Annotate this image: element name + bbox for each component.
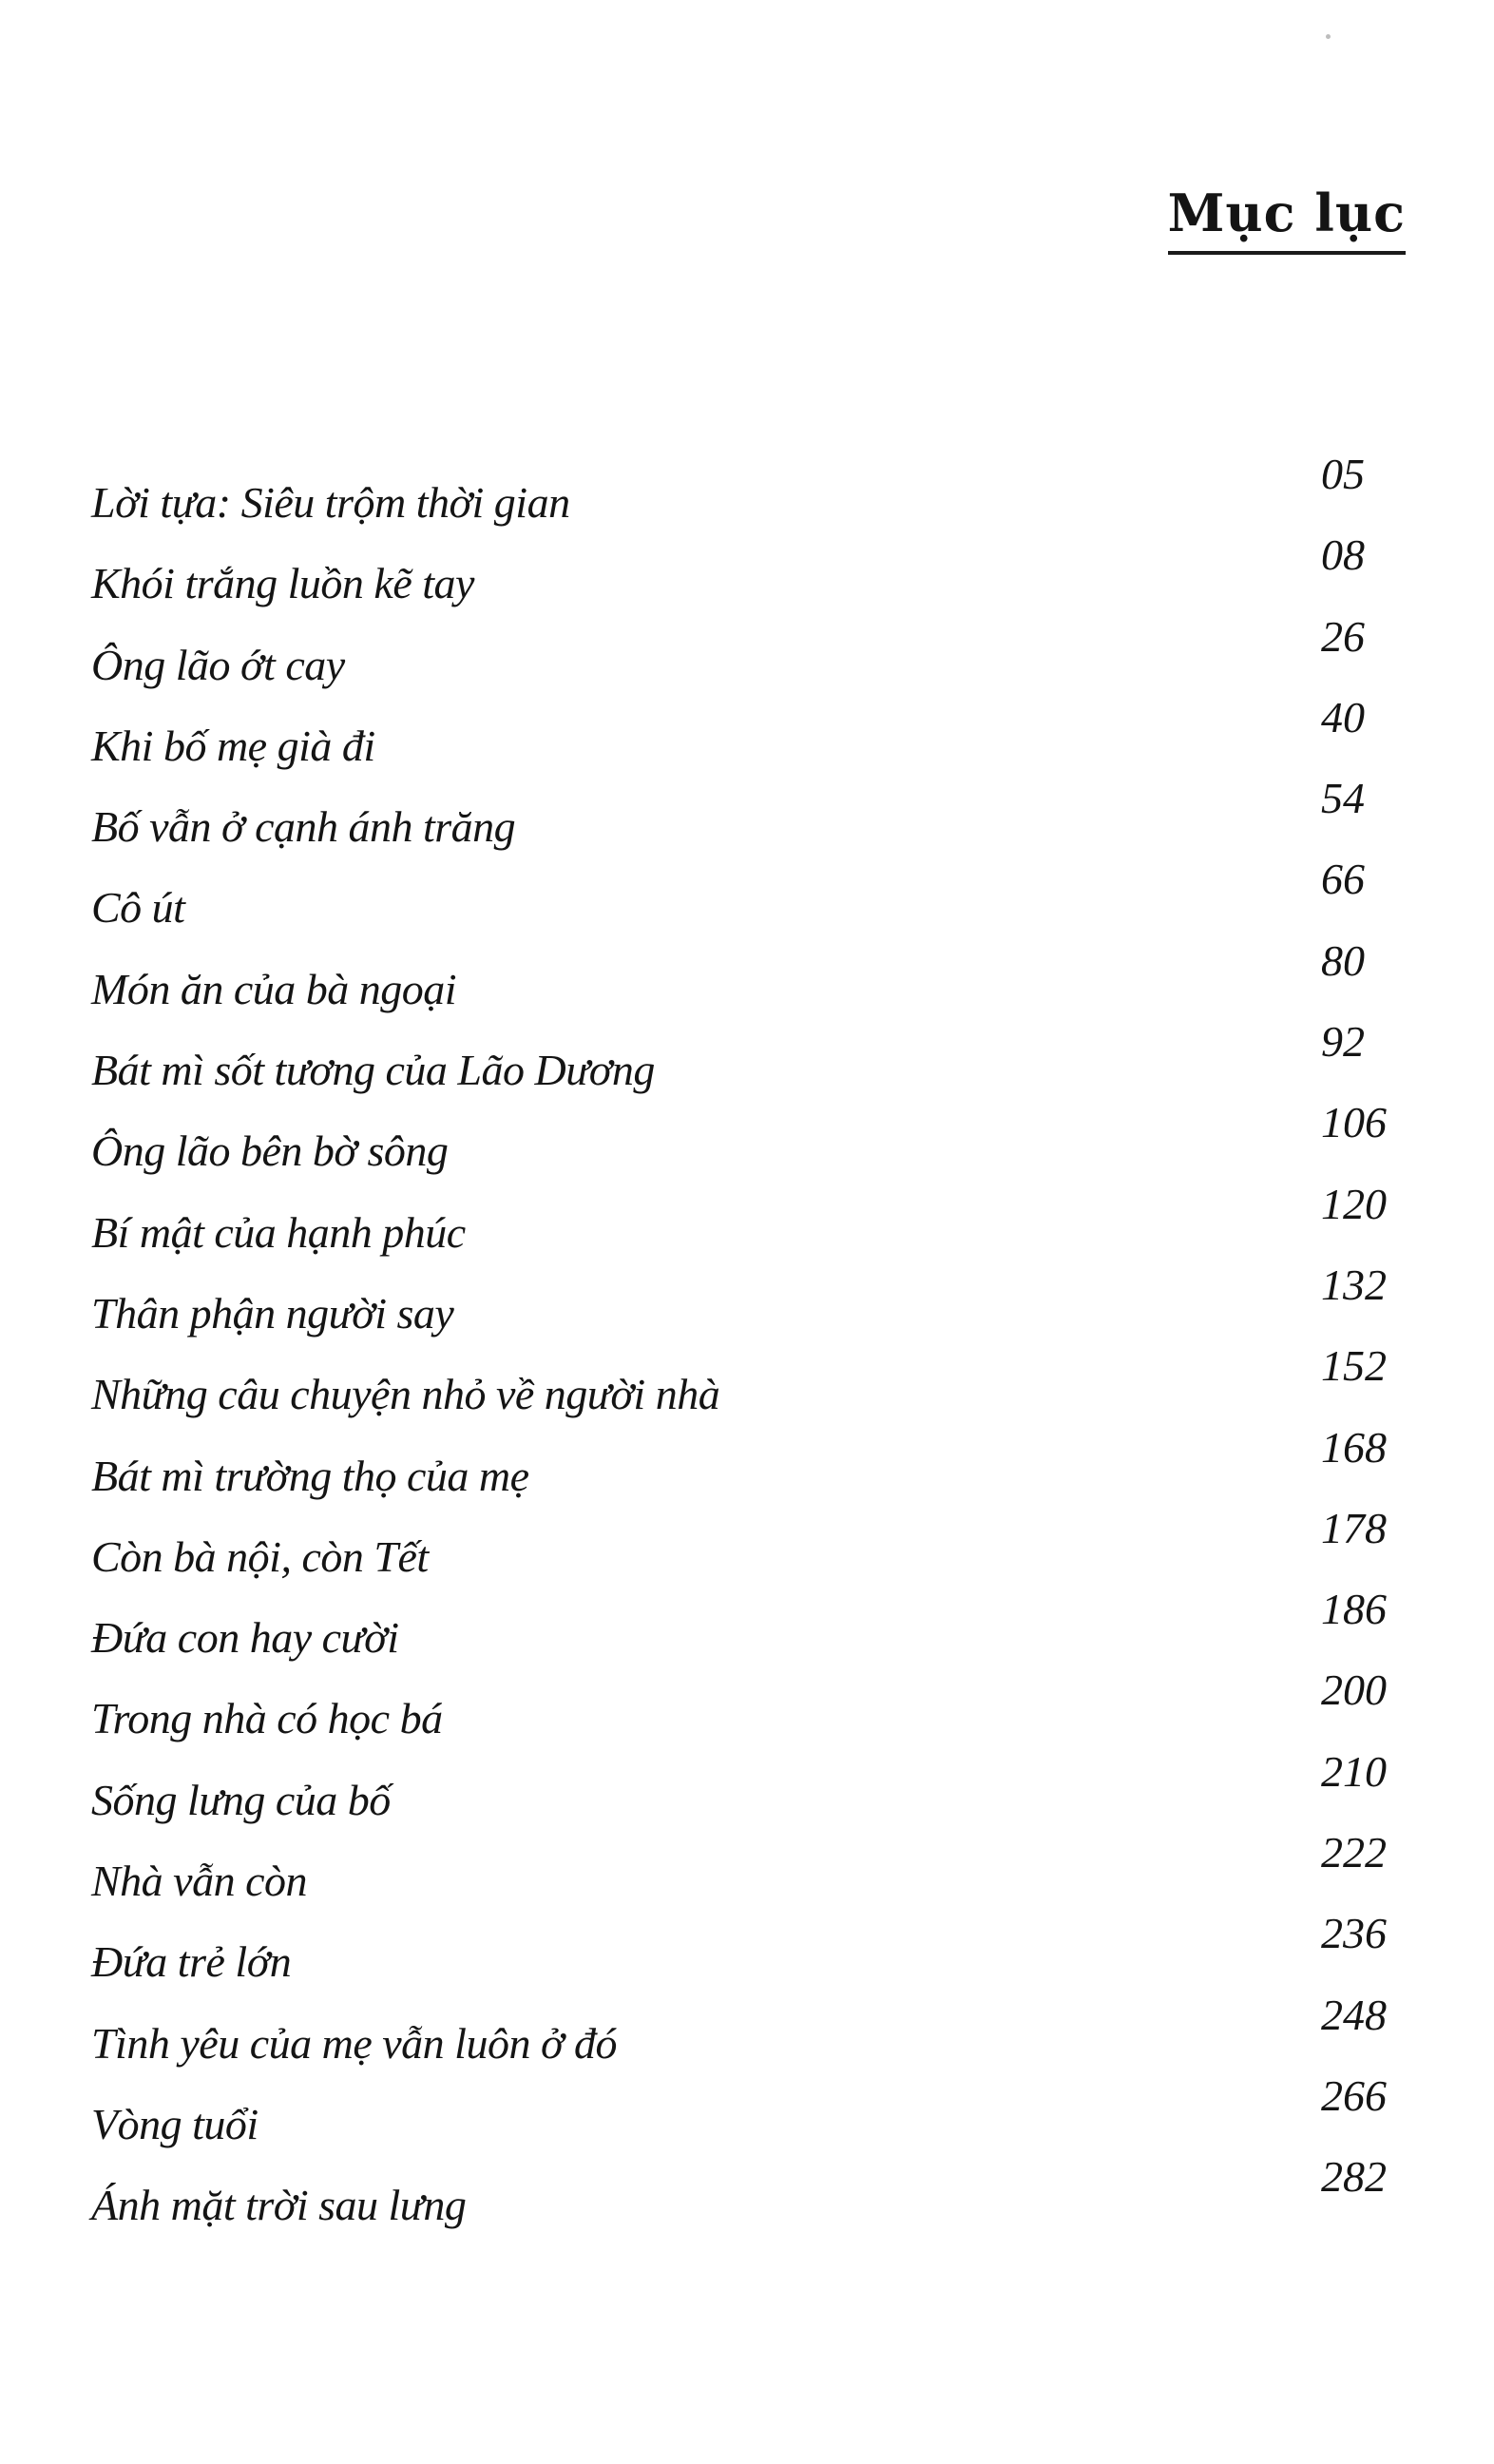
toc-entry-page-number: 54 [1321, 774, 1365, 823]
toc-entry-title: Vòng tuổi [91, 2099, 259, 2148]
toc-entry-title: Lời tựa: Siêu trộm thời gian [91, 478, 570, 527]
toc-entry [84, 2070, 1424, 2151]
toc-entry-title: Bát mì sốt tương của Lão Dương [91, 1046, 655, 1095]
toc-entry [84, 1503, 1424, 1584]
toc-entry-page-number: 132 [1321, 1260, 1387, 1309]
toc-entry-title: Ông lão ớt cay [91, 640, 345, 689]
toc-entry-page-number: 236 [1321, 1909, 1387, 1958]
toc-entry-page-number: 186 [1321, 1585, 1387, 1634]
toc-entry-page-number: 152 [1321, 1341, 1387, 1391]
print-speck [1326, 34, 1331, 39]
toc-entry [84, 529, 1424, 610]
table-of-contents [84, 449, 1424, 2233]
toc-entry-title: Sống lưng của bố [91, 1775, 391, 1824]
toc-entry-title: Nhà vẫn còn [91, 1857, 308, 1906]
toc-entry [84, 449, 1424, 529]
toc-entry [84, 1016, 1424, 1097]
toc-entry-title: Tình yêu của mẹ vẫn luôn ở đó [91, 2018, 617, 2068]
toc-entry-title: Những câu chuyện nhỏ về người nhà [91, 1370, 720, 1419]
toc-entry [84, 611, 1424, 692]
page-title: Mục lục [1168, 185, 1406, 255]
toc-entry [84, 1260, 1424, 1340]
toc-entry-title: Ông lão bên bờ sông [91, 1126, 449, 1176]
toc-entry-title: Bí mật của hạnh phúc [91, 1207, 466, 1257]
toc-entry-page-number: 266 [1321, 2070, 1387, 2120]
toc-entry [84, 1827, 1424, 1908]
toc-entry-title: Đứa con hay cười [91, 1613, 399, 1663]
toc-entry-page-number: 66 [1321, 855, 1365, 904]
toc-entry [84, 1665, 1424, 1745]
toc-entry-title: Đứa trẻ lớn [91, 1937, 292, 1987]
toc-entry-page-number: 05 [1321, 450, 1365, 498]
toc-entry-title: Còn bà nội, còn Tết [91, 1531, 429, 1581]
toc-entry-page-number: 282 [1321, 2152, 1387, 2202]
toc-entry [84, 1340, 1424, 1421]
toc-entry-page-number: 80 [1321, 935, 1365, 985]
toc-entry-page-number: 40 [1321, 692, 1365, 741]
toc-entry [84, 1422, 1424, 1503]
toc-entry-title: Trong nhà có học bá [91, 1694, 443, 1743]
toc-entry-page-number: 92 [1321, 1017, 1365, 1067]
toc-entry [84, 935, 1424, 1016]
toc-entry [84, 2151, 1424, 2232]
toc-entry-page-number: 168 [1321, 1422, 1387, 1472]
toc-entry-page-number: 248 [1321, 1990, 1387, 2039]
toc-entry-page-number: 08 [1321, 530, 1365, 580]
toc-entry [84, 1746, 1424, 1827]
toc-entry-page-number: 222 [1321, 1828, 1387, 1877]
toc-entry-title: Bố vẫn ở cạnh ánh trăng [91, 802, 516, 852]
toc-entry-page-number: 210 [1321, 1746, 1387, 1796]
toc-entry [84, 773, 1424, 854]
toc-entry-title: Cô út [91, 883, 185, 933]
toc-entry-page-number: 26 [1321, 611, 1365, 661]
toc-entry-title: Khói trắng luồn kẽ tay [91, 559, 474, 608]
toc-entry-title: Thân phận người say [91, 1288, 454, 1338]
toc-entry [84, 1908, 1424, 1989]
toc-entry-page-number: 178 [1321, 1503, 1387, 1552]
toc-entry-page-number: 106 [1321, 1098, 1387, 1147]
toc-entry-title: Khi bố mẹ già đi [91, 721, 375, 770]
toc-entry-title: Bát mì trường thọ của mẹ [91, 1451, 529, 1500]
toc-entry [84, 854, 1424, 934]
heading-container [1168, 185, 1406, 255]
toc-entry-page-number: 120 [1321, 1179, 1387, 1228]
toc-entry [84, 1990, 1424, 2070]
toc-entry [84, 1584, 1424, 1665]
toc-entry [84, 1179, 1424, 1260]
toc-entry-page-number: 200 [1321, 1665, 1387, 1715]
toc-entry-title: Ánh mặt trời sau lưng [91, 2181, 467, 2230]
toc-entry-title: Món ăn của bà ngoại [91, 964, 457, 1013]
toc-entry [84, 1097, 1424, 1178]
toc-entry [84, 692, 1424, 773]
